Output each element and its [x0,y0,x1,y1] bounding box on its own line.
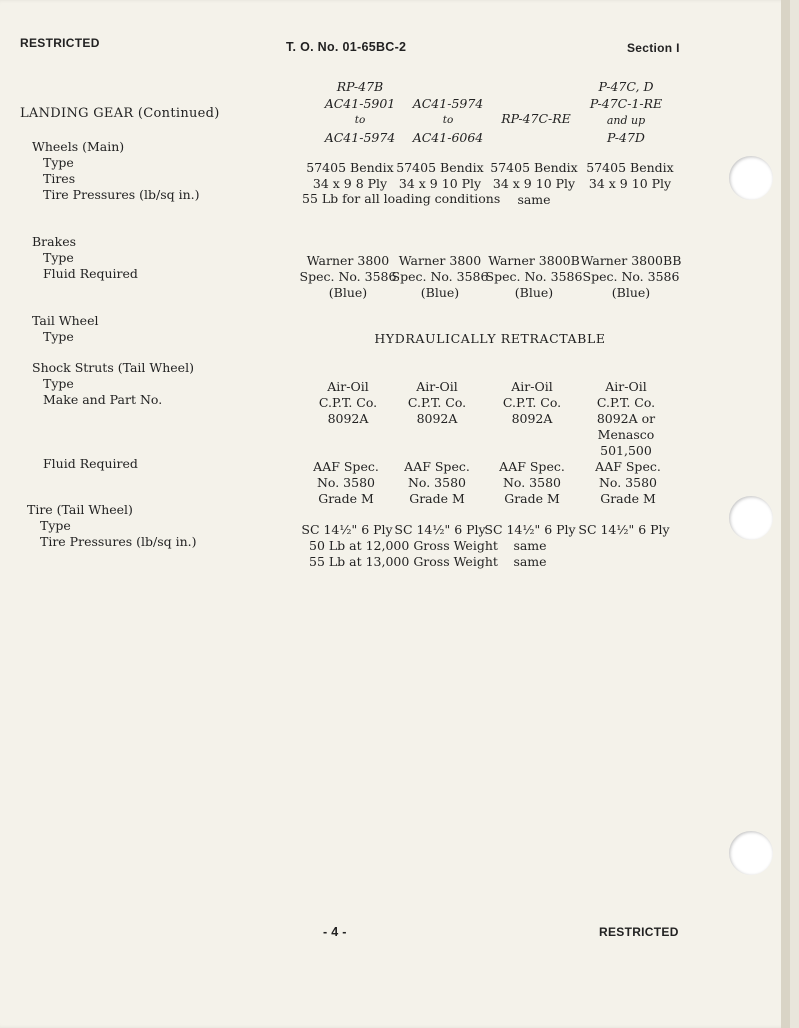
shock-col-2: Air-Oil C.P.T. Co. 8092A [407,379,467,426]
label-fluid-required: Fluid Required [43,456,138,471]
wheels-col-4: 57405 Bendix 34 x 9 10 Ply [586,160,674,191]
binder-hole [729,831,773,875]
shock-fluid-col-3: AAF Spec. No. 3580 Grade M [499,459,565,506]
column-heading-3: RP-47C-RE [501,111,571,126]
tail-wheel-type-value: HYDRAULICALLY RETRACTABLE [374,331,606,346]
label-type: Type [40,518,71,533]
brakes-col-1: Warner 3800 Spec. No. 3586 (Blue) [299,253,397,300]
label-fluid-required: Fluid Required [43,266,138,281]
tire-tail-pressure-1: 50 Lb at 12,000 Gross Weight [309,538,498,553]
label-brakes: Brakes [32,234,77,249]
shock-fluid-col-2: AAF Spec. No. 3580 Grade M [404,459,470,506]
wheels-col-2: 57405 Bendix 34 x 9 10 Ply [396,160,484,191]
shock-col-3: Air-Oil C.P.T. Co. 8092A [502,379,562,426]
header-restricted: RESTRICTED [20,36,100,50]
tire-tail-col-2: SC 14½" 6 Ply [394,522,486,537]
tire-tail-pressure-2: 55 Lb at 13,000 Gross Weight [309,554,498,569]
label-make-part-no: Make and Part No. [43,392,163,407]
binder-hole [729,156,773,200]
shock-fluid-col-1: AAF Spec. No. 3580 Grade M [313,459,379,506]
tire-tail-col-1: SC 14½" 6 Ply [301,522,393,537]
header-to-number: T. O. No. 01-65BC-2 [286,40,407,54]
brakes-col-4: Warner 3800BB Spec. No. 3586 (Blue) [580,253,682,300]
page-edge [781,0,790,1028]
wheels-pressure-all: 55 Lb for all loading conditions [302,191,501,206]
footer-restricted: RESTRICTED [599,925,679,939]
label-tire-tail-wheel: Tire (Tail Wheel) [27,502,133,517]
label-tire-pressures: Tire Pressures (lb/sq in.) [43,187,200,202]
wheels-col-3: 57405 Bendix 34 x 9 10 Ply same [490,160,578,207]
column-heading-4: P-47C, D P-47C-1-RE and up P-47D [589,79,663,145]
label-type: Type [43,376,74,391]
label-tire-pressures: Tire Pressures (lb/sq in.) [40,534,197,549]
shock-col-1: Air-Oil C.P.T. Co. 8092A [318,379,378,426]
column-heading-1: RP-47B AC41-5901 to AC41-5974 [324,79,396,145]
tire-tail-col-4: SC 14½" 6 Ply [578,522,670,537]
section-title: LANDING GEAR (Continued) [20,106,220,121]
brakes-col-3: Warner 3800B Spec. No. 3586 (Blue) [485,253,583,300]
label-wheels-main: Wheels (Main) [32,139,125,154]
label-type: Type [43,250,74,265]
binder-hole [729,496,773,540]
shock-fluid-col-4: AAF Spec. No. 3580 Grade M [595,459,661,506]
label-tires: Tires [43,171,76,186]
brakes-col-2: Warner 3800 Spec. No. 3586 (Blue) [391,253,489,300]
label-type: Type [43,155,74,170]
page-number: - 4 - [323,925,347,939]
wheels-col-1: 57405 Bendix 34 x 9 8 Ply [306,160,394,191]
column-heading-2: AC41-5974 to AC41-6064 [412,96,484,145]
shock-col-4: Air-Oil C.P.T. Co. 8092A or Menasco 501,500 [596,379,656,458]
tire-tail-col-3: SC 14½" 6 Ply same same [484,522,576,569]
label-shock-struts: Shock Struts (Tail Wheel) [32,360,194,375]
label-tail-wheel: Tail Wheel [32,313,99,328]
label-type: Type [43,329,74,344]
header-section: Section I [627,41,680,55]
